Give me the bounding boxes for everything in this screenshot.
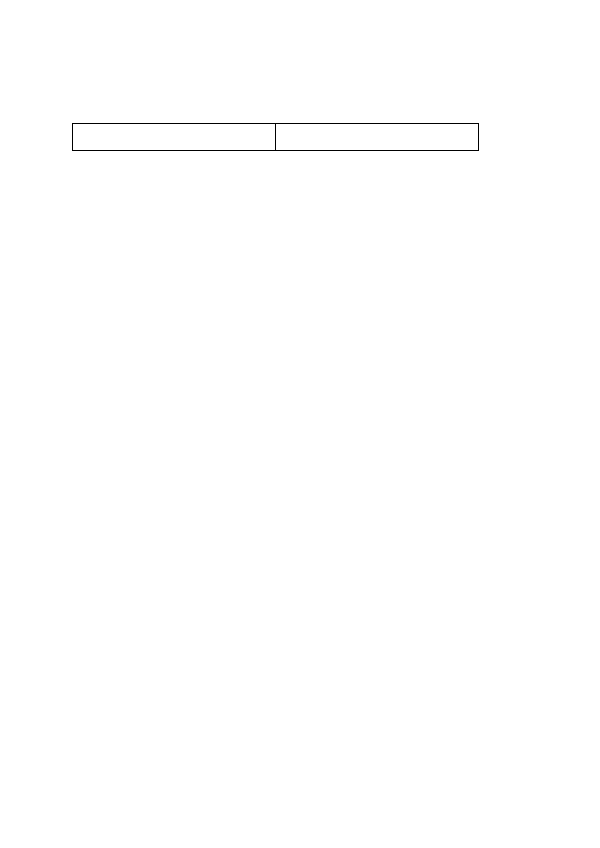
dialect-table <box>72 123 479 151</box>
table-header-row <box>73 124 479 151</box>
header-features <box>276 124 479 151</box>
header-dialect <box>73 124 276 151</box>
